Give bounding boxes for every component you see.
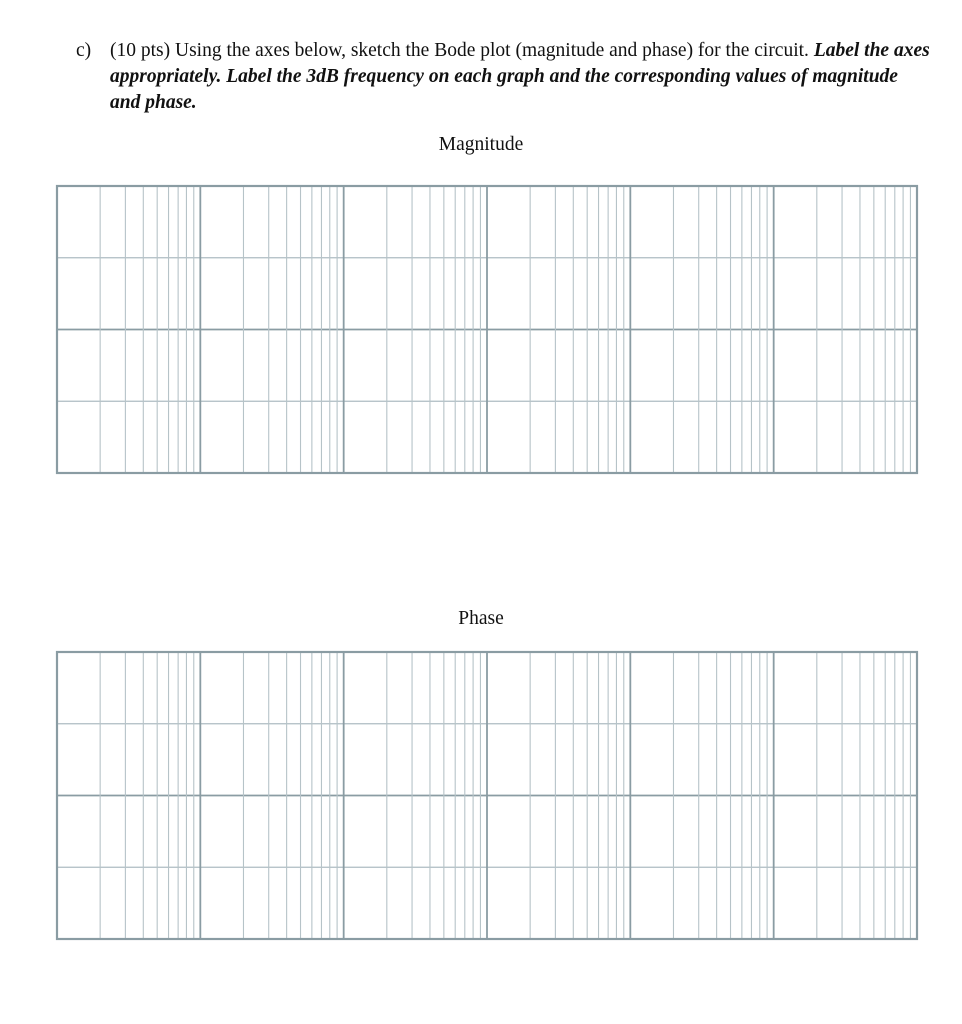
- magnitude-graph-title: Magnitude: [438, 134, 524, 155]
- phase-log-grid[interactable]: [57, 652, 917, 939]
- phase-graph-title: Phase: [458, 608, 504, 629]
- question-label: c): [76, 40, 92, 61]
- question-emphasis-text: Label the axes appropriately. Label the 3dB frequency on each graph and the corresponding values of magnitude and phase.: [110, 40, 930, 113]
- question-plain-text: (10 pts) Using the axes below, sketch the Bode plot (magnitude and phase) for the circuit.: [110, 40, 814, 61]
- magnitude-log-grid[interactable]: [57, 186, 917, 473]
